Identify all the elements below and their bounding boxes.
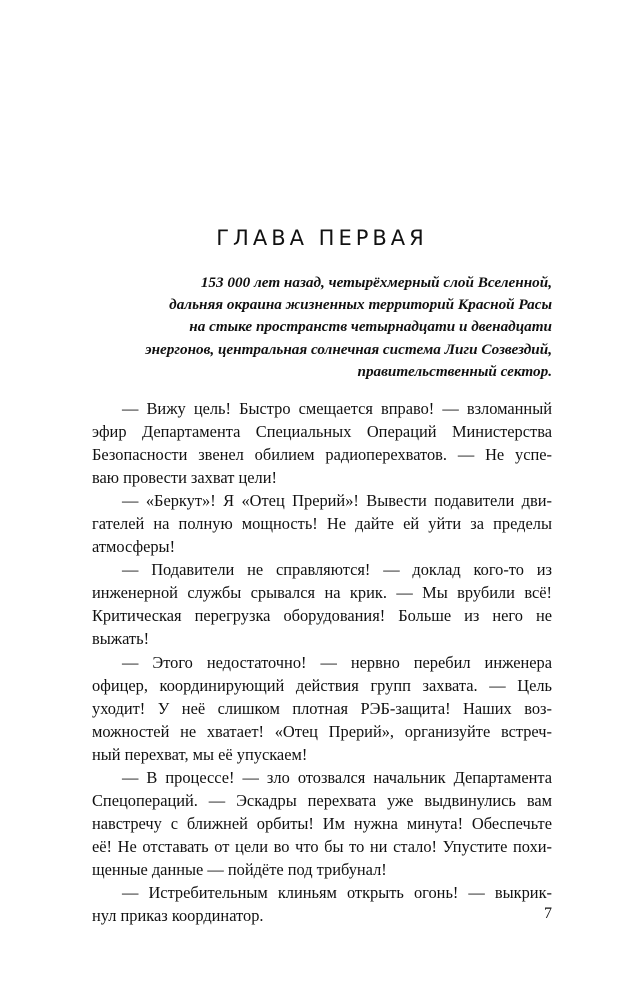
text-line: эфир Департамента Специальных Операций Министерства bbox=[92, 422, 552, 442]
text-line: Спецопераций. — Эскадры перехвата уже выдвинулись вам bbox=[92, 790, 552, 810]
text-line: ваю провести захват цели! bbox=[92, 468, 277, 488]
text-line: Безопасности звенел обилием радиоперехватов. — Не успе- bbox=[92, 445, 552, 465]
chapter-title: ГЛАВА ПЕРВАЯ bbox=[216, 226, 428, 250]
text-line: офицер, координирующий действия групп захвата. — Цель bbox=[92, 675, 552, 695]
epigraph-line: 153 000 лет назад, четырёхмерный слой Вселенной, bbox=[200, 274, 552, 291]
page-number: 7 bbox=[544, 905, 552, 922]
text-line: навстречу с ближней орбиты! Им нужна минута! Обеспечьте bbox=[92, 813, 552, 833]
epigraph-line: энергонов, центральная солнечная система Лиги Созвездий, bbox=[145, 340, 552, 358]
text-line: нул приказ координатор. bbox=[92, 906, 264, 926]
epigraph-line: дальняя окраина жизненных территорий Красной Расы bbox=[169, 296, 552, 314]
text-line: гателей на полную мощность! Не дайте ей уйти за пределы bbox=[92, 514, 552, 534]
text-line: щенные данные — пойдёте под трибунал! bbox=[92, 859, 387, 879]
text-line: Критическая перегрузка оборудования! Больше из него не bbox=[92, 606, 552, 626]
text-line: — В процессе! — зло отозвался начальник Департамента bbox=[122, 767, 552, 787]
text-line: выжать! bbox=[92, 629, 150, 649]
text-line: её! Не отставать от цели во что бы то ни стало! Упустите похи- bbox=[92, 836, 552, 856]
body-text bbox=[92, 397, 552, 927]
text-line: — Подавители не справляются! — доклад кого-то из bbox=[122, 560, 552, 580]
text-line: уходит! У неё слишком плотная РЭБ-защита! Наших воз- bbox=[92, 698, 552, 718]
text-line: — Вижу цель! Быстро смещается вправо! — взломанный bbox=[122, 399, 552, 418]
text-line: — Этого недостаточно! — нервно перебил инженера bbox=[122, 652, 552, 672]
epigraph-line: на стыке пространств четырнадцати и двенадцати bbox=[189, 318, 552, 336]
text-line: можностей не хватает! «Отец Прерий», организуйте встреч- bbox=[92, 721, 552, 741]
epigraph bbox=[92, 272, 552, 383]
text-line: инженерной службы срывался на крик. — Мы врубили всё! bbox=[92, 583, 552, 603]
text-line: ный перехват, мы её упускаем! bbox=[92, 744, 308, 764]
text-line: атмосферы! bbox=[92, 537, 176, 557]
epigraph-line: правительственный сектор. bbox=[357, 362, 552, 380]
text-line: — Истребительным клиньям открыть огонь! — выкрик- bbox=[122, 882, 552, 902]
text-line: — «Беркут»! Я «Отец Прерий»! Вывести подавители дви- bbox=[122, 491, 552, 511]
